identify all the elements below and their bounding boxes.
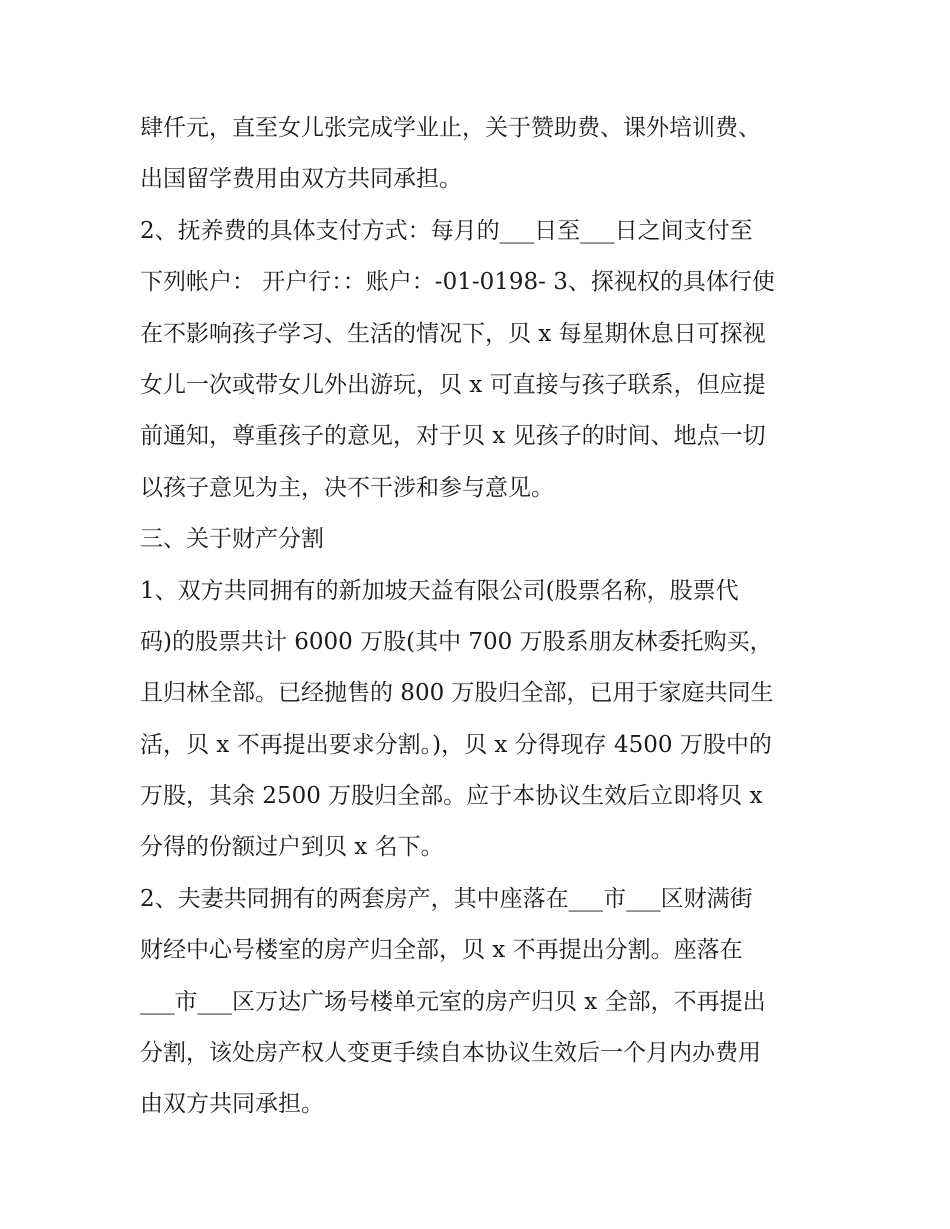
text-line-1: 肆仟元，直至女儿张完成学业止，关于赞助费、课外培训费、 — [140, 115, 761, 141]
text-line-15: 分得的份额过户到贝 x 名下。 — [140, 834, 444, 861]
text-line-11: 码)的股票共计 6000 万股(其中 700 万股系朋友林委托购买， — [140, 628, 773, 655]
text-line-17: 财经中心号楼室的房产归全部，贝 x 不再提出分割。座落在 — [140, 937, 743, 964]
text-line-6: 女儿一次或带女儿外出游玩，贝 x 可直接与孩子联系，但应提 — [140, 371, 766, 398]
text-line-5: 在不影响孩子学习、生活的情况下，贝 x 每星期休息日可探视 — [140, 320, 766, 347]
text-line-12: 且归林全部。已经抛售的 800 万股归全部，已用于家庭共同生 — [140, 680, 774, 707]
document-body — [140, 103, 820, 1131]
text-line-3: 2、抚养费的具体支付方式：每月的___日至___日之间支付至 — [140, 217, 753, 244]
text-line-16: 2、夫妻共同拥有的两套房产，其中座落在___市___区财满街 — [140, 885, 753, 912]
text-line-8: 以孩子意见为主，决不干涉和参与意见。 — [140, 474, 554, 501]
text-line-2: 出国留学费用由双方共同承担。 — [140, 166, 462, 193]
text-line-7: 前通知，尊重孩子的意见，对于贝 x 见孩子的时间、地点一切 — [140, 423, 766, 450]
text-line-20: 由双方共同承担。 — [140, 1091, 324, 1118]
text-line-4: 下列帐户： 开户行：：账户：-01-0198- 3、探视权的具体行使 — [140, 269, 775, 296]
text-line-19: 分割，该处房产权人变更手续自本协议生效后一个月内办费用 — [140, 1040, 761, 1067]
text-line-14: 万股，其余 2500 万股归全部。应于本协议生效后立即将贝 x — [140, 783, 763, 810]
section-heading: 三、关于财产分割 — [140, 526, 324, 553]
text-line-10: 1、双方共同拥有的新加坡天益有限公司(股票名称，股票代 — [140, 577, 739, 604]
text-line-13: 活，贝 x 不再提出要求分割。)，贝 x 分得现存 4500 万股中的 — [140, 731, 772, 758]
text-line-18: ___市___区万达广场号楼单元室的房产归贝 x 全部，不再提出 — [140, 988, 766, 1015]
